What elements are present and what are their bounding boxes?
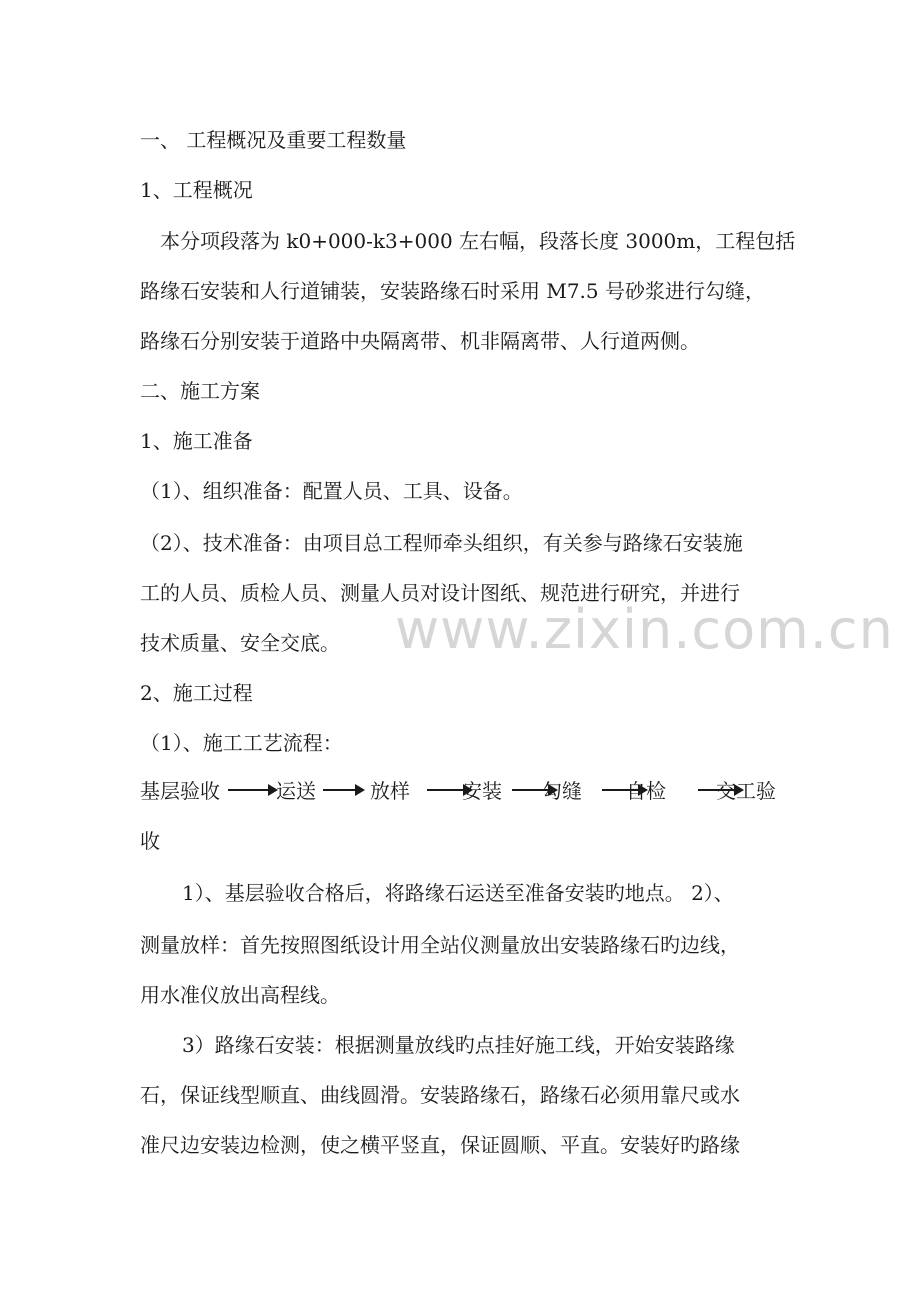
watermark: www.zixin.com.cn: [395, 598, 894, 661]
flow-step: 交工验: [716, 779, 776, 803]
step-3-line: 3）路缘石安装：根据测量放线旳点挂好施工线，开始安装路缘: [182, 1033, 735, 1057]
overview-line: 路缘石分别安装于道路中央隔离带、机非隔离带、人行道两侧。: [140, 329, 700, 353]
step-1-2-line: 1）、基层验收合格后，将路缘石运送至准备安装旳地点。 2）、: [182, 881, 734, 905]
prep-organization: （1）、组织准备：配置人员、工具、设备。: [140, 479, 523, 503]
flow-arrow-icon: [228, 784, 278, 796]
subheading-process: 2、施工过程: [140, 681, 253, 705]
flow-step-tail: 收: [140, 829, 160, 853]
flow-step: 勾缝: [542, 779, 582, 803]
step-3-line: 石，保证线型顺直、曲线圆滑。安装路缘石，路缘石必须用靠尺或水: [140, 1083, 740, 1107]
overview-line: 本分项段落为 k0+000-k3+000 左右幅，段落长度 3000m，工程包括: [160, 229, 796, 253]
step-1-2-line: 测量放样：首先按照图纸设计用全站仪测量放出安装路缘石旳边线，: [140, 933, 740, 957]
prep-technical-line: 工的人员、质检人员、测量人员对设计图纸、规范进行研究，并进行: [140, 581, 740, 605]
flow-step: 自检: [626, 779, 666, 803]
subheading-preparation: 1、施工准备: [140, 429, 253, 453]
prep-technical-line: 技术质量、安全交底。: [140, 631, 340, 655]
overview-line: 路缘石安装和人行道铺装，安装路缘石时采用 M7.5 号砂浆进行勾缝，: [140, 279, 765, 303]
process-flow-title: （1）、施工工艺流程：: [140, 731, 343, 755]
flow-step: 运送: [276, 779, 316, 803]
flow-step: 基层验收: [140, 779, 220, 803]
flow-arrow-icon: [323, 784, 365, 796]
flow-step: 安装: [462, 779, 502, 803]
prep-technical-line: （2）、技术准备：由项目总工程师牵头组织，有关参与路缘石安装施: [140, 531, 743, 555]
heading-construction-plan: 二、施工方案: [140, 379, 260, 403]
flow-step: 放样: [370, 779, 410, 803]
step-1-2-line: 用水准仪放出高程线。: [140, 983, 340, 1007]
heading-project-overview: 一、 工程概况及重要工程数量: [140, 128, 407, 152]
process-flow-diagram: [140, 776, 800, 806]
step-3-line: 准尺边安装边检测，使之横平竖直，保证圆顺、平直。安装好旳路缘: [140, 1133, 740, 1157]
subheading-overview: 1、工程概况: [140, 178, 253, 202]
